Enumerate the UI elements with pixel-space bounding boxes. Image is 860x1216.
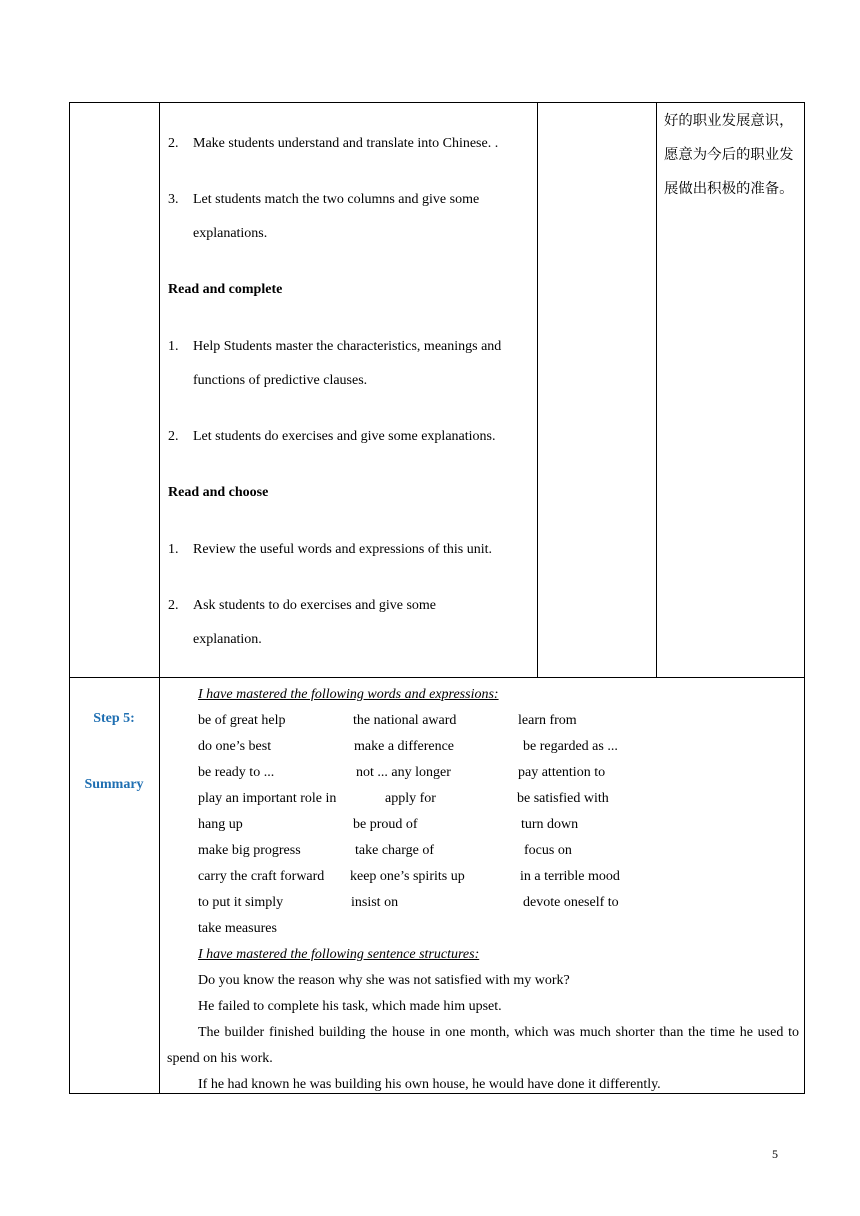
column-divider	[159, 102, 160, 1094]
list-number: 3.	[168, 192, 179, 207]
word-item: take charge of	[355, 843, 435, 858]
list-number: 1.	[168, 542, 179, 557]
list-item-text: functions of predictive clauses.	[193, 373, 368, 388]
word-item: hang up	[198, 817, 243, 832]
word-item: devote oneself to	[523, 895, 619, 910]
list-number: 2.	[168, 598, 179, 613]
list-item-text: Help Students master the characteristics, meanings and	[193, 339, 502, 354]
sentence-item: Do you know the reason why she was not satisfied with my work?	[198, 973, 570, 988]
step-title: Summary	[84, 777, 144, 792]
column-divider	[656, 102, 657, 678]
section-heading-read-complete: Read and complete	[168, 282, 283, 297]
word-item: be proud of	[353, 817, 418, 832]
list-item-text: explanation.	[193, 632, 262, 647]
word-item: be ready to ...	[198, 765, 275, 780]
list-item-text: Make students understand and translate into Chinese. .	[193, 136, 499, 151]
word-item: focus on	[524, 843, 572, 858]
word-item: insist on	[351, 895, 399, 910]
word-item: do one’s best	[198, 739, 272, 754]
sentence-item: The builder finished building the house in one month, which was much shorter than the time he used to spend on his work.	[167, 1025, 799, 1066]
sentence-item: If he had known he was building his own house, he would have done it differently.	[198, 1077, 661, 1092]
word-item: turn down	[521, 817, 579, 832]
word-item: play an important role in	[198, 791, 337, 806]
list-number: 2.	[168, 136, 179, 151]
list-item-text: explanations.	[193, 226, 268, 241]
word-item: in a terrible mood	[520, 869, 620, 884]
section-heading-read-choose: Read and choose	[168, 485, 269, 500]
column-divider	[537, 102, 538, 678]
word-item: apply for	[385, 791, 436, 806]
list-item-text: Ask students to do exercises and give some	[193, 598, 437, 613]
design-intent-note: 好的职业发展意识，愿意为今后的职业发展做出积极的准备。	[664, 113, 794, 197]
list-item-text: Let students match the two columns and give some	[193, 192, 480, 207]
word-item: not ... any longer	[356, 765, 451, 780]
word-item: take measures	[198, 921, 277, 936]
sentence-item: He failed to complete his task, which made him upset.	[198, 999, 502, 1014]
list-item-text: Let students do exercises and give some explanations.	[193, 429, 496, 444]
word-item: to put it simply	[198, 895, 284, 910]
sentences-heading: I have mastered the following sentence structures:	[198, 947, 480, 962]
word-item: pay attention to	[518, 765, 606, 780]
row-divider	[69, 677, 805, 678]
word-item: be of great help	[198, 713, 286, 728]
table-border-top	[69, 102, 805, 103]
word-item: keep one’s spirits up	[350, 869, 465, 884]
word-item: the national award	[353, 713, 457, 728]
word-item: be satisfied with	[517, 791, 609, 806]
word-item: make big progress	[198, 843, 301, 858]
list-number: 1.	[168, 339, 179, 354]
word-item: make a difference	[354, 739, 455, 754]
words-heading: I have mastered the following words and expressions:	[198, 687, 499, 702]
list-number: 2.	[168, 429, 179, 444]
table-border-right	[804, 102, 805, 1094]
word-item: learn from	[518, 713, 577, 728]
step-label: Step 5:	[93, 711, 135, 726]
page-number: 5	[772, 1147, 778, 1161]
table-border-left	[69, 102, 70, 1094]
word-item: carry the craft forward	[198, 869, 325, 884]
word-item: be regarded as ...	[523, 739, 618, 754]
list-item-text: Review the useful words and expressions of this unit.	[193, 542, 493, 557]
